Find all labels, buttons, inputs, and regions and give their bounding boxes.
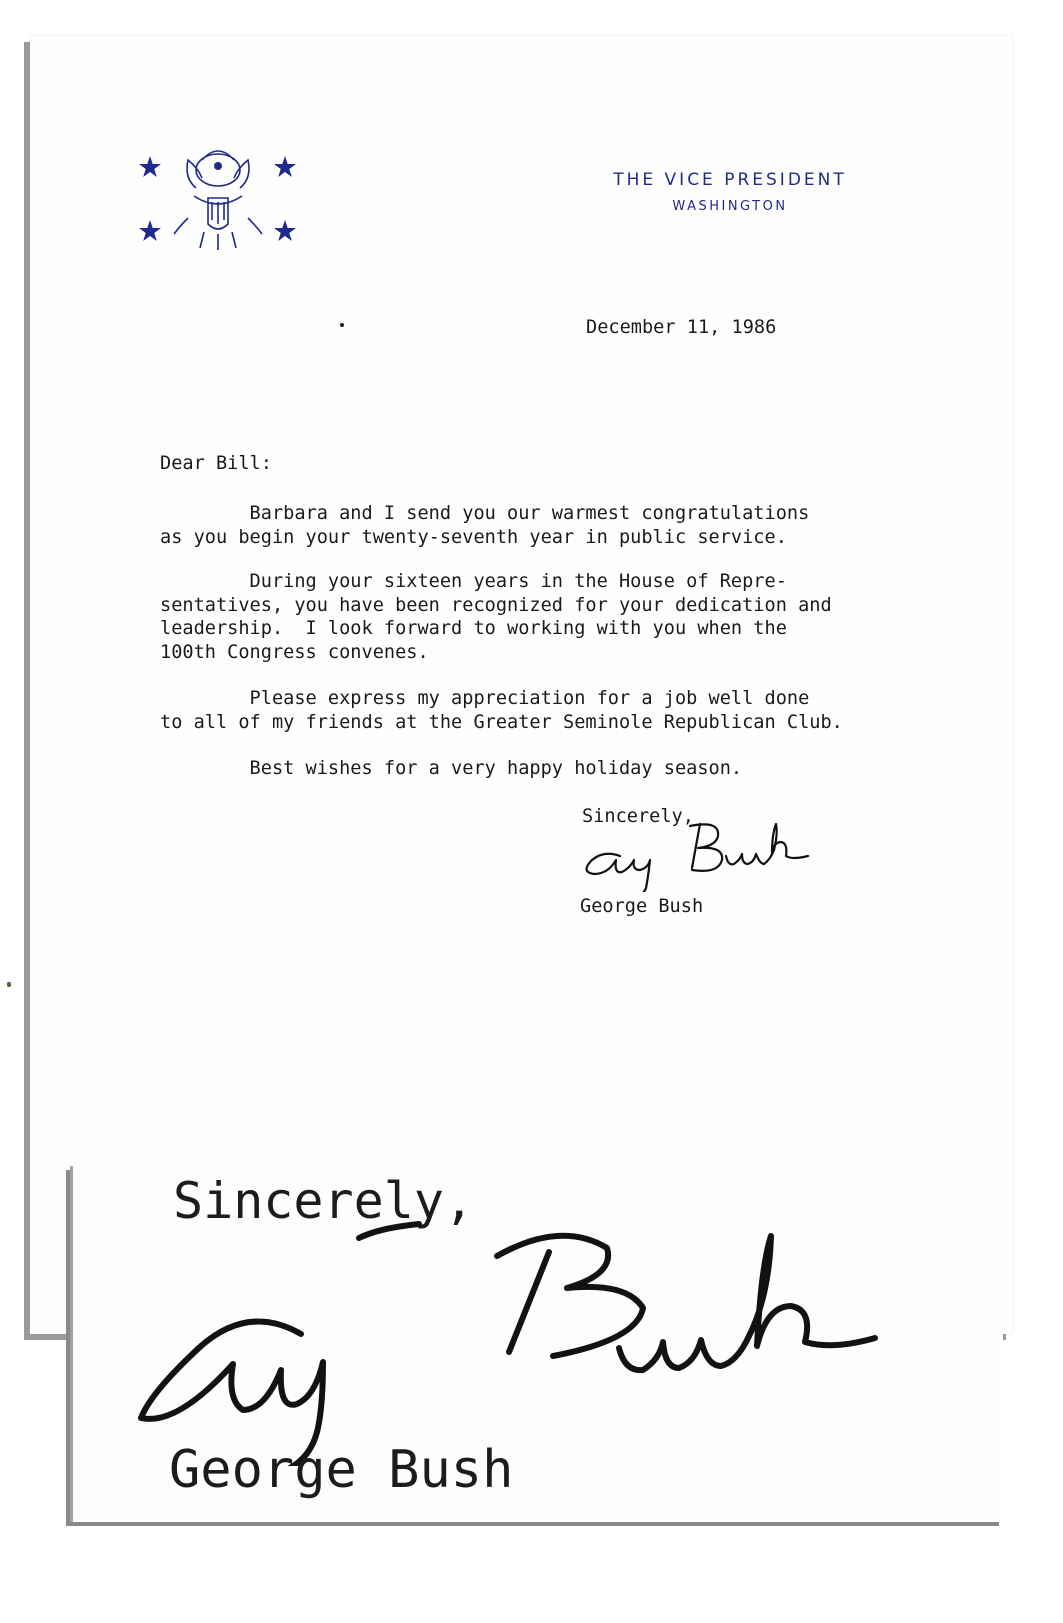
signature-small: [550, 812, 850, 892]
inset-closing: Sincerely,: [173, 1172, 475, 1230]
salutation: Dear Bill:: [160, 453, 272, 474]
letterhead-location: WASHINGTON: [672, 199, 788, 214]
signature-large: [73, 1206, 1003, 1466]
inset-signer-name: George Bush: [169, 1440, 514, 1500]
letter-date: December 11, 1986: [586, 317, 777, 338]
letter-sheet: [30, 36, 1012, 1334]
star-icon: [139, 220, 161, 241]
star-icon: [274, 156, 296, 177]
paragraph-4: Best wishes for a very happy holiday season.: [160, 758, 743, 779]
closing: Sincerely,: [582, 806, 694, 827]
star-icon: [274, 220, 296, 241]
letterhead: [570, 170, 890, 214]
vice-presidential-seal-icon: [138, 110, 338, 266]
letterhead-title: THE VICE PRESIDENT: [613, 170, 847, 190]
paper-speck: [7, 982, 11, 987]
star-icon: [139, 156, 161, 177]
paragraph-2: During your sixteen years in the House of Repre- sentatives, you have been recognized for your dedication and leadership. I look forward to working with you when the 100th Congress convenes.: [160, 571, 832, 663]
paragraph-1: Barbara and I send you our warmest congratulations as you begin your twenty-seventh year in public service.: [160, 503, 810, 548]
signature-zoom-inset: [70, 1166, 1003, 1522]
ink-speck: [340, 323, 344, 327]
paragraph-3: Please express my appreciation for a job well done to all of my friends at the Greater Seminole Republican Club.: [160, 688, 843, 733]
signer-name: George Bush: [580, 896, 704, 917]
